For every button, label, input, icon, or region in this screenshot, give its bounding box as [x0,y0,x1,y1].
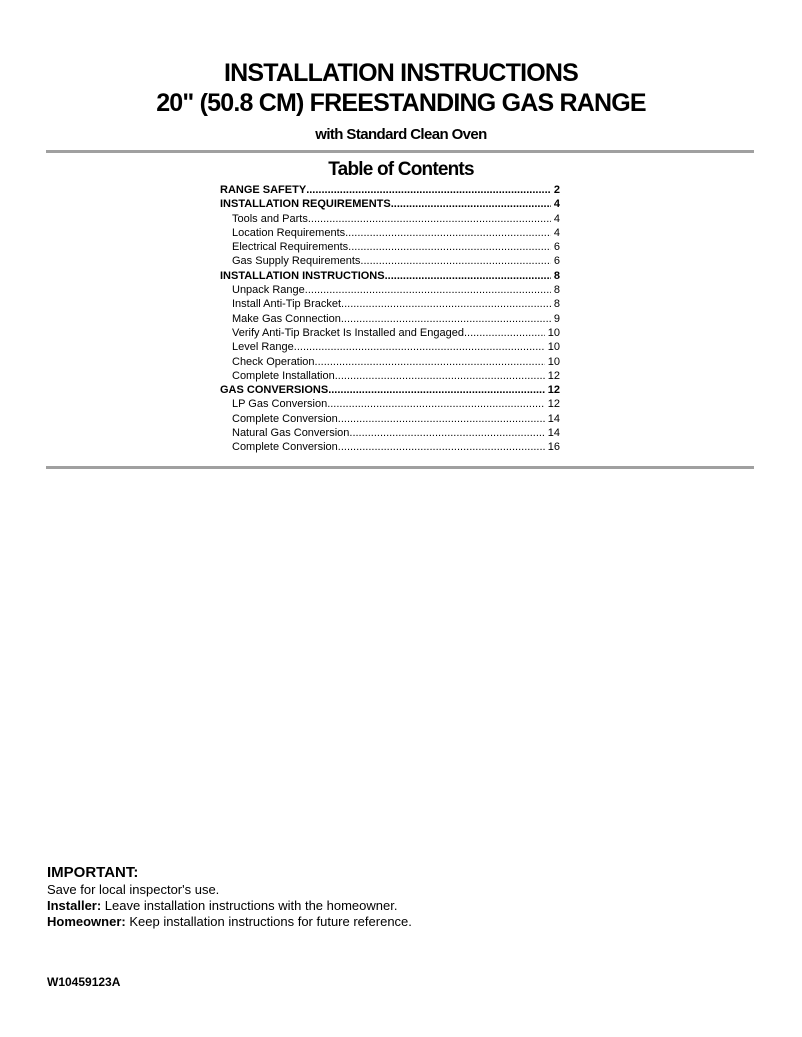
toc-title: Table of Contents [328,159,474,180]
toc-entry-label: Natural Gas Conversion [232,427,350,440]
toc-entry[interactable] [220,326,560,340]
important-notice [47,864,412,930]
toc-entry-label: GAS CONVERSIONS [220,384,329,397]
toc-leader-dots [360,254,550,268]
homeowner-label: Homeowner: [47,914,126,929]
toc-entry-label: Tools and Parts [232,212,308,225]
toc-entry[interactable] [220,254,560,268]
toc-entry[interactable] [220,397,560,411]
toc-entry-label: Gas Supply Requirements [232,255,361,268]
toc-entry-page: 4 [553,198,560,211]
toc-entry-page: 16 [547,441,560,454]
toc-entry[interactable] [220,412,560,426]
toc-leader-dots [306,183,551,197]
toc-leader-dots [464,326,545,340]
toc-entry-page: 8 [553,284,560,297]
toc-entry-label: INSTALLATION REQUIREMENTS [220,198,391,211]
toc-leader-dots [294,340,545,354]
toc-entry-label: Complete Conversion [232,412,338,425]
toc-entry-label: Level Range [232,341,294,354]
toc-leader-dots [315,355,545,369]
toc-entry-label: Install Anti-Tip Bracket [232,298,342,311]
toc-entry[interactable] [220,212,560,226]
document-subtitle: with Standard Clean Oven [315,126,487,143]
toc-entry-page: 10 [547,355,560,368]
installer-label: Installer: [47,898,102,913]
toc-entry-label: Complete Installation [232,369,335,382]
toc-leader-dots [349,426,544,440]
toc-entry[interactable] [220,369,560,383]
toc-leader-dots [327,397,545,411]
toc-leader-dots [308,212,551,226]
toc-leader-dots [348,240,551,254]
toc-entry-label: LP Gas Conversion [232,398,328,411]
toc-entry[interactable] [220,183,560,197]
toc-leader-dots [345,226,551,240]
toc-entry-label: Verify Anti-Tip Bracket Is Installed and Engaged [232,326,464,339]
toc-entry[interactable] [220,440,560,454]
toc-entry-label: Electrical Requirements [232,241,349,254]
toc-entry-label: Complete Conversion [232,441,338,454]
toc-leader-dots [391,197,551,211]
toc-entry-page: 14 [547,412,560,425]
toc-entry-label: Check Operation [232,355,315,368]
toc-leader-dots [341,297,551,311]
toc-entry[interactable] [220,269,560,283]
toc-entry-page: 4 [553,226,560,239]
bottom-divider [46,466,754,469]
toc-leader-dots [335,369,545,383]
toc-entry[interactable] [220,383,560,397]
important-line-inspector: Save for local inspector's use. [47,882,220,897]
toc-leader-dots [338,440,545,454]
toc-entry-page: 6 [553,255,560,268]
document-title-line-1: INSTALLATION INSTRUCTIONS [223,59,579,87]
toc-leader-dots [305,283,551,297]
toc-entry-label: RANGE SAFETY [220,184,307,196]
toc-entry[interactable] [220,312,560,326]
toc-entry-page: 14 [547,427,560,440]
toc-entry[interactable] [220,197,560,211]
toc-entry-page: 10 [547,326,560,339]
toc-entry-page: 12 [547,398,560,411]
toc-leader-dots [338,412,545,426]
toc-entry-page: 2 [553,184,560,196]
important-line-homeowner [47,914,412,930]
toc-entry-page: 8 [553,298,560,311]
table-of-contents [220,183,560,455]
toc-entry[interactable] [220,297,560,311]
toc-entry-page: 6 [553,241,560,254]
important-heading: IMPORTANT: [47,864,139,881]
top-divider [46,150,754,153]
toc-entry-page: 9 [553,312,560,325]
toc-leader-dots [385,269,551,283]
toc-entry-label: Location Requirements [232,226,346,239]
toc-entry[interactable] [220,226,560,240]
toc-entry-page: 12 [547,369,560,382]
toc-entry-label: Make Gas Connection [232,312,341,325]
installer-text: Leave installation instructions with the homeowner. [101,898,398,913]
toc-entry[interactable] [220,240,560,254]
toc-entry[interactable] [220,283,560,297]
toc-entry-page: 8 [553,269,560,282]
toc-entry[interactable] [220,426,560,440]
toc-entry-page: 4 [553,212,560,225]
toc-leader-dots [341,312,551,326]
homeowner-text: Keep installation instructions for future reference. [125,914,412,929]
toc-entry[interactable] [220,355,560,369]
toc-entry-label: INSTALLATION INSTRUCTIONS [220,269,385,282]
toc-entry-page: 10 [547,341,560,354]
toc-entry[interactable] [220,340,560,354]
document-title-line-2: 20" (50.8 CM) FREESTANDING GAS RANGE [156,89,646,117]
document-number: W10459123A [47,975,121,989]
toc-leader-dots [328,383,545,397]
toc-entry-label: Unpack Range [232,284,305,297]
important-line-installer [47,898,412,914]
toc-entry-page: 12 [547,384,560,397]
